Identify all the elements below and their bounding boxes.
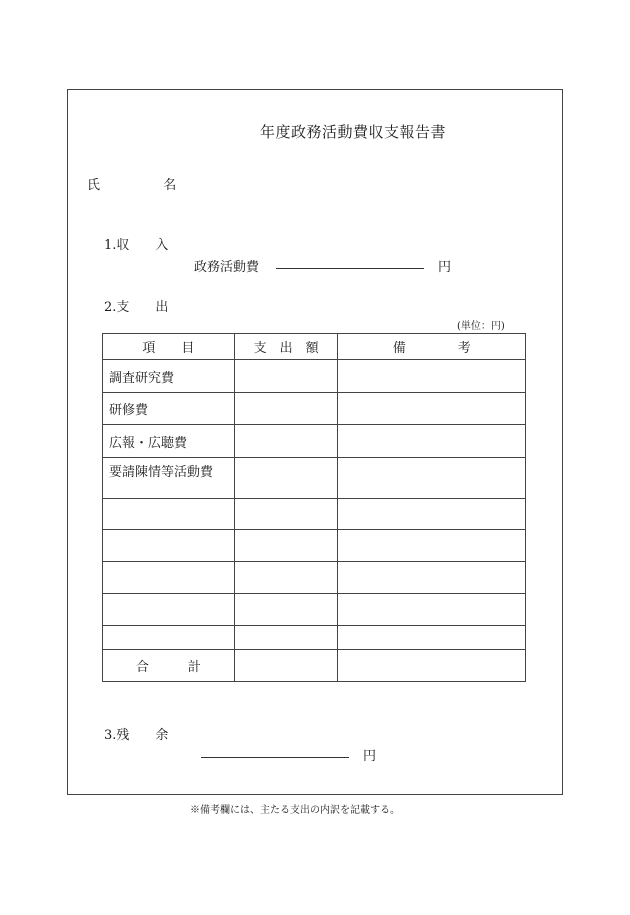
- table-row: [103, 360, 526, 393]
- row-remarks-cell[interactable]: [338, 530, 526, 562]
- row-remarks-cell[interactable]: [338, 458, 526, 499]
- row-amount-cell[interactable]: [234, 499, 338, 530]
- row-item: [103, 530, 235, 562]
- name-label: [87, 174, 176, 193]
- row-item: [103, 626, 235, 650]
- table-row: [103, 562, 526, 594]
- row-remarks-cell[interactable]: [338, 425, 526, 458]
- table-row: [103, 425, 526, 458]
- table-row: [103, 594, 526, 626]
- report-title: 年度政務活動費収支報告書: [260, 123, 447, 141]
- unit-label: (単位：円): [457, 321, 505, 332]
- row-amount-cell[interactable]: [234, 458, 338, 499]
- row-amount-cell[interactable]: [234, 425, 338, 458]
- row-remarks-cell[interactable]: [338, 562, 526, 594]
- income-item-label: 政務活動費: [194, 260, 260, 275]
- column-header-item: 項 目: [103, 334, 235, 360]
- balance-amount-line[interactable]: [201, 757, 349, 758]
- row-item: [103, 594, 235, 626]
- table-row: [103, 626, 526, 650]
- income-amount-line[interactable]: [276, 268, 424, 269]
- table-row: [103, 530, 526, 562]
- table-row: [103, 458, 526, 499]
- name-label-second: 名: [163, 178, 177, 193]
- row-amount-cell[interactable]: [234, 530, 338, 562]
- income-heading: 1.収 入: [104, 238, 169, 253]
- expense-heading: 2.支 出: [104, 300, 169, 315]
- row-item: 研修費: [103, 393, 235, 425]
- row-amount-cell[interactable]: [234, 594, 338, 626]
- row-amount-cell[interactable]: [234, 393, 338, 425]
- row-item: [103, 562, 235, 594]
- row-item: 要請陳情等活動費: [103, 458, 235, 499]
- row-remarks-cell[interactable]: [338, 393, 526, 425]
- expense-table: [102, 333, 526, 682]
- column-header-amount: 支 出 額: [234, 334, 338, 360]
- total-label: 合 計: [103, 650, 235, 682]
- row-item: 広報・広聴費: [103, 425, 235, 458]
- total-amount-cell[interactable]: [234, 650, 338, 682]
- row-item: 調査研究費: [103, 360, 235, 393]
- row-remarks-cell[interactable]: [338, 594, 526, 626]
- name-label-first: 氏: [87, 178, 101, 193]
- total-row: [103, 650, 526, 682]
- footnote: ※備考欄には、主たる支出の内訳を記載する。: [190, 805, 400, 816]
- row-amount-cell[interactable]: [234, 562, 338, 594]
- table-row: [103, 499, 526, 530]
- row-remarks-cell[interactable]: [338, 360, 526, 393]
- table-row: [103, 393, 526, 425]
- total-remarks-cell[interactable]: [338, 650, 526, 682]
- row-remarks-cell[interactable]: [338, 626, 526, 650]
- row-remarks-cell[interactable]: [338, 499, 526, 530]
- table-header-row: [103, 334, 526, 360]
- row-amount-cell[interactable]: [234, 626, 338, 650]
- row-item: [103, 499, 235, 530]
- balance-currency: 円: [363, 749, 377, 764]
- balance-heading: 3.残 余: [104, 728, 169, 743]
- income-currency: 円: [438, 260, 452, 275]
- column-header-remarks: 備 考: [338, 334, 526, 360]
- row-amount-cell[interactable]: [234, 360, 338, 393]
